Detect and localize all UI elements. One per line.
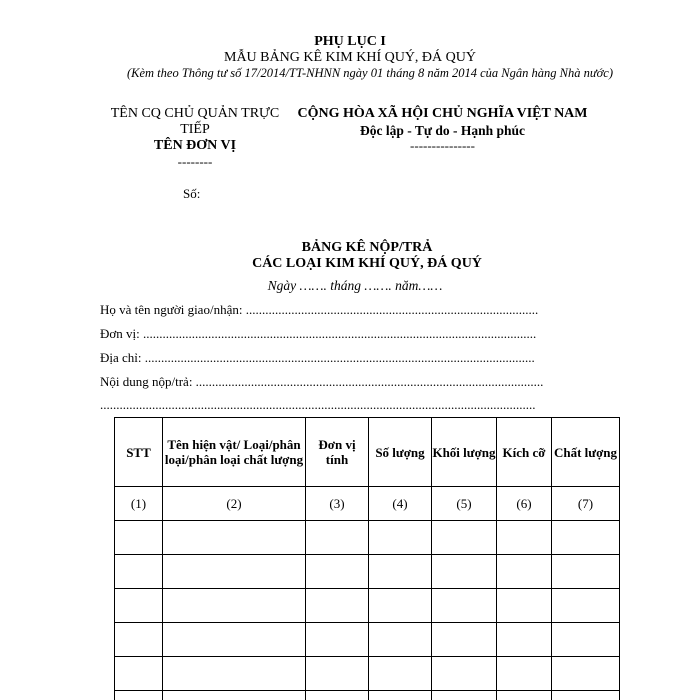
agency-name: TÊN CQ CHỦ QUẢN TRỰC TIẾP	[110, 106, 280, 137]
table-cell	[115, 589, 163, 623]
header-unit: Đơn vị tính	[306, 418, 369, 487]
table-cell	[163, 657, 306, 691]
table-row	[115, 589, 620, 623]
table-cell	[432, 521, 497, 555]
table-cell	[115, 521, 163, 555]
column-number: (6)	[497, 487, 552, 521]
nation-name: CỘNG HÒA XÃ HỘI CHỦ NGHĨA VIỆT NAM	[297, 106, 588, 121]
table-cell	[497, 623, 552, 657]
table-row	[115, 521, 620, 555]
field-content: Nội dung nộp/trả: ...........................................................................................................	[100, 374, 544, 389]
table-cell	[115, 657, 163, 691]
table-cell	[552, 691, 620, 700]
table-row	[115, 623, 620, 657]
header-quality: Chất lượng	[552, 418, 620, 487]
table-cell	[163, 589, 306, 623]
table-cell	[369, 589, 432, 623]
table-cell	[306, 555, 369, 589]
field-address: Địa chỉ: ........................................................................................................................	[100, 350, 535, 365]
issued-note: (Kèm theo Thông tư số 17/2014/TT-NHNN ngày 01 tháng 8 năm 2014 của Ngân hàng Nhà nước)	[126, 66, 614, 80]
table-cell	[552, 623, 620, 657]
table-cell	[552, 555, 620, 589]
table-cell	[369, 521, 432, 555]
field-content-continuation: ......................................................................................................................................	[100, 397, 536, 412]
unit-name: TÊN ĐƠN VỊ	[153, 138, 237, 153]
column-number: (1)	[115, 487, 163, 521]
document-title-line-1: BẢNG KÊ NỘP/TRẢ	[301, 240, 433, 255]
table-cell	[497, 555, 552, 589]
table-cell	[432, 555, 497, 589]
form-title: MẪU BẢNG KÊ KIM KHÍ QUÝ, ĐÁ QUÝ	[224, 50, 476, 65]
table-cell	[552, 589, 620, 623]
agency-divider: --------	[177, 154, 213, 169]
field-unit: Đơn vị: .........................................................................................................................	[100, 326, 537, 341]
document-number-label: Số:	[183, 186, 201, 201]
table-cell	[163, 521, 306, 555]
column-number: (7)	[552, 487, 620, 521]
table-cell	[369, 691, 432, 700]
header-stt: STT	[115, 418, 163, 487]
national-motto: Độc lập - Tự do - Hạnh phúc	[359, 123, 526, 138]
table-cell	[497, 589, 552, 623]
table-cell	[115, 555, 163, 589]
motto-divider: ---------------	[410, 138, 475, 153]
table-row	[115, 657, 620, 691]
header-quantity: Số lượng	[369, 418, 432, 487]
table-cell	[432, 657, 497, 691]
header-size: Kích cỡ	[497, 418, 552, 487]
table-cell	[497, 521, 552, 555]
date-line: Ngày ……. tháng ……. năm……	[267, 278, 443, 293]
table-row	[115, 555, 620, 589]
column-number: (4)	[369, 487, 432, 521]
table-cell	[163, 555, 306, 589]
table-cell	[497, 657, 552, 691]
table-cell	[306, 623, 369, 657]
table-cell	[306, 521, 369, 555]
table-cell	[163, 691, 306, 700]
table-cell	[369, 657, 432, 691]
column-number: (3)	[306, 487, 369, 521]
table-cell	[369, 555, 432, 589]
appendix-title: PHỤ LỤC I	[314, 34, 386, 49]
table-cell	[115, 691, 163, 700]
table-cell	[552, 657, 620, 691]
column-number: (5)	[432, 487, 497, 521]
header-item-name: Tên hiện vật/ Loại/phân loại/phân loại chất lượng	[163, 418, 306, 487]
table-cell	[306, 589, 369, 623]
field-person-name: Họ và tên người giao/nhận: ..........................................................................................	[100, 302, 539, 317]
table-cell	[163, 623, 306, 657]
table-cell	[497, 691, 552, 700]
header-weight: Khối lượng	[432, 418, 497, 487]
table-cell	[369, 623, 432, 657]
column-number: (2)	[163, 487, 306, 521]
table-cell	[306, 691, 369, 700]
table-cell	[432, 589, 497, 623]
table-cell	[115, 623, 163, 657]
table-row	[115, 691, 620, 700]
table-cell	[552, 521, 620, 555]
table-cell	[432, 691, 497, 700]
document-title-line-2: CÁC LOẠI KIM KHÍ QUÝ, ĐÁ QUÝ	[252, 256, 482, 271]
items-table	[114, 417, 620, 700]
table-cell	[432, 623, 497, 657]
column-number-row	[115, 487, 620, 521]
table-header-row	[115, 418, 620, 487]
table-cell	[306, 657, 369, 691]
